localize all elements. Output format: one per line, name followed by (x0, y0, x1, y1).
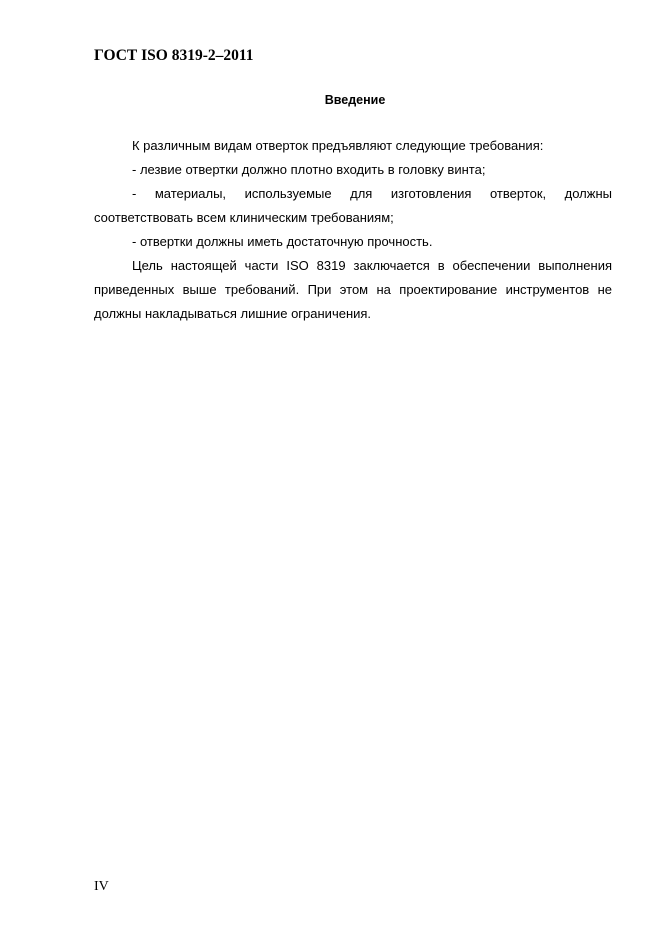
paragraph-line: приведенных выше требований. При этом на проектирование инструментов не (94, 282, 612, 297)
page-number: IV (94, 879, 109, 894)
section-title: Введение (324, 93, 386, 107)
paragraph-line: Цель настоящей части ISO 8319 заключается в обеспечении выполнения (132, 258, 612, 273)
list-item: - лезвие отвертки должно плотно входить в головку винта; (132, 162, 486, 177)
document-code-header: ГОСТ ISO 8319-2–2011 (94, 47, 254, 64)
list-item: - отвертки должны иметь достаточную прочность. (132, 234, 433, 249)
list-item: - материалы, используемые для изготовления отверток, должны (132, 186, 612, 201)
document-body (94, 137, 612, 329)
list-item-continuation: соответствовать всем клиническим требованиям; (94, 210, 394, 225)
paragraph-line: К различным видам отверток предъявляют следующие требования: (132, 138, 544, 153)
paragraph-line: должны накладываться лишние ограничения. (94, 306, 372, 321)
